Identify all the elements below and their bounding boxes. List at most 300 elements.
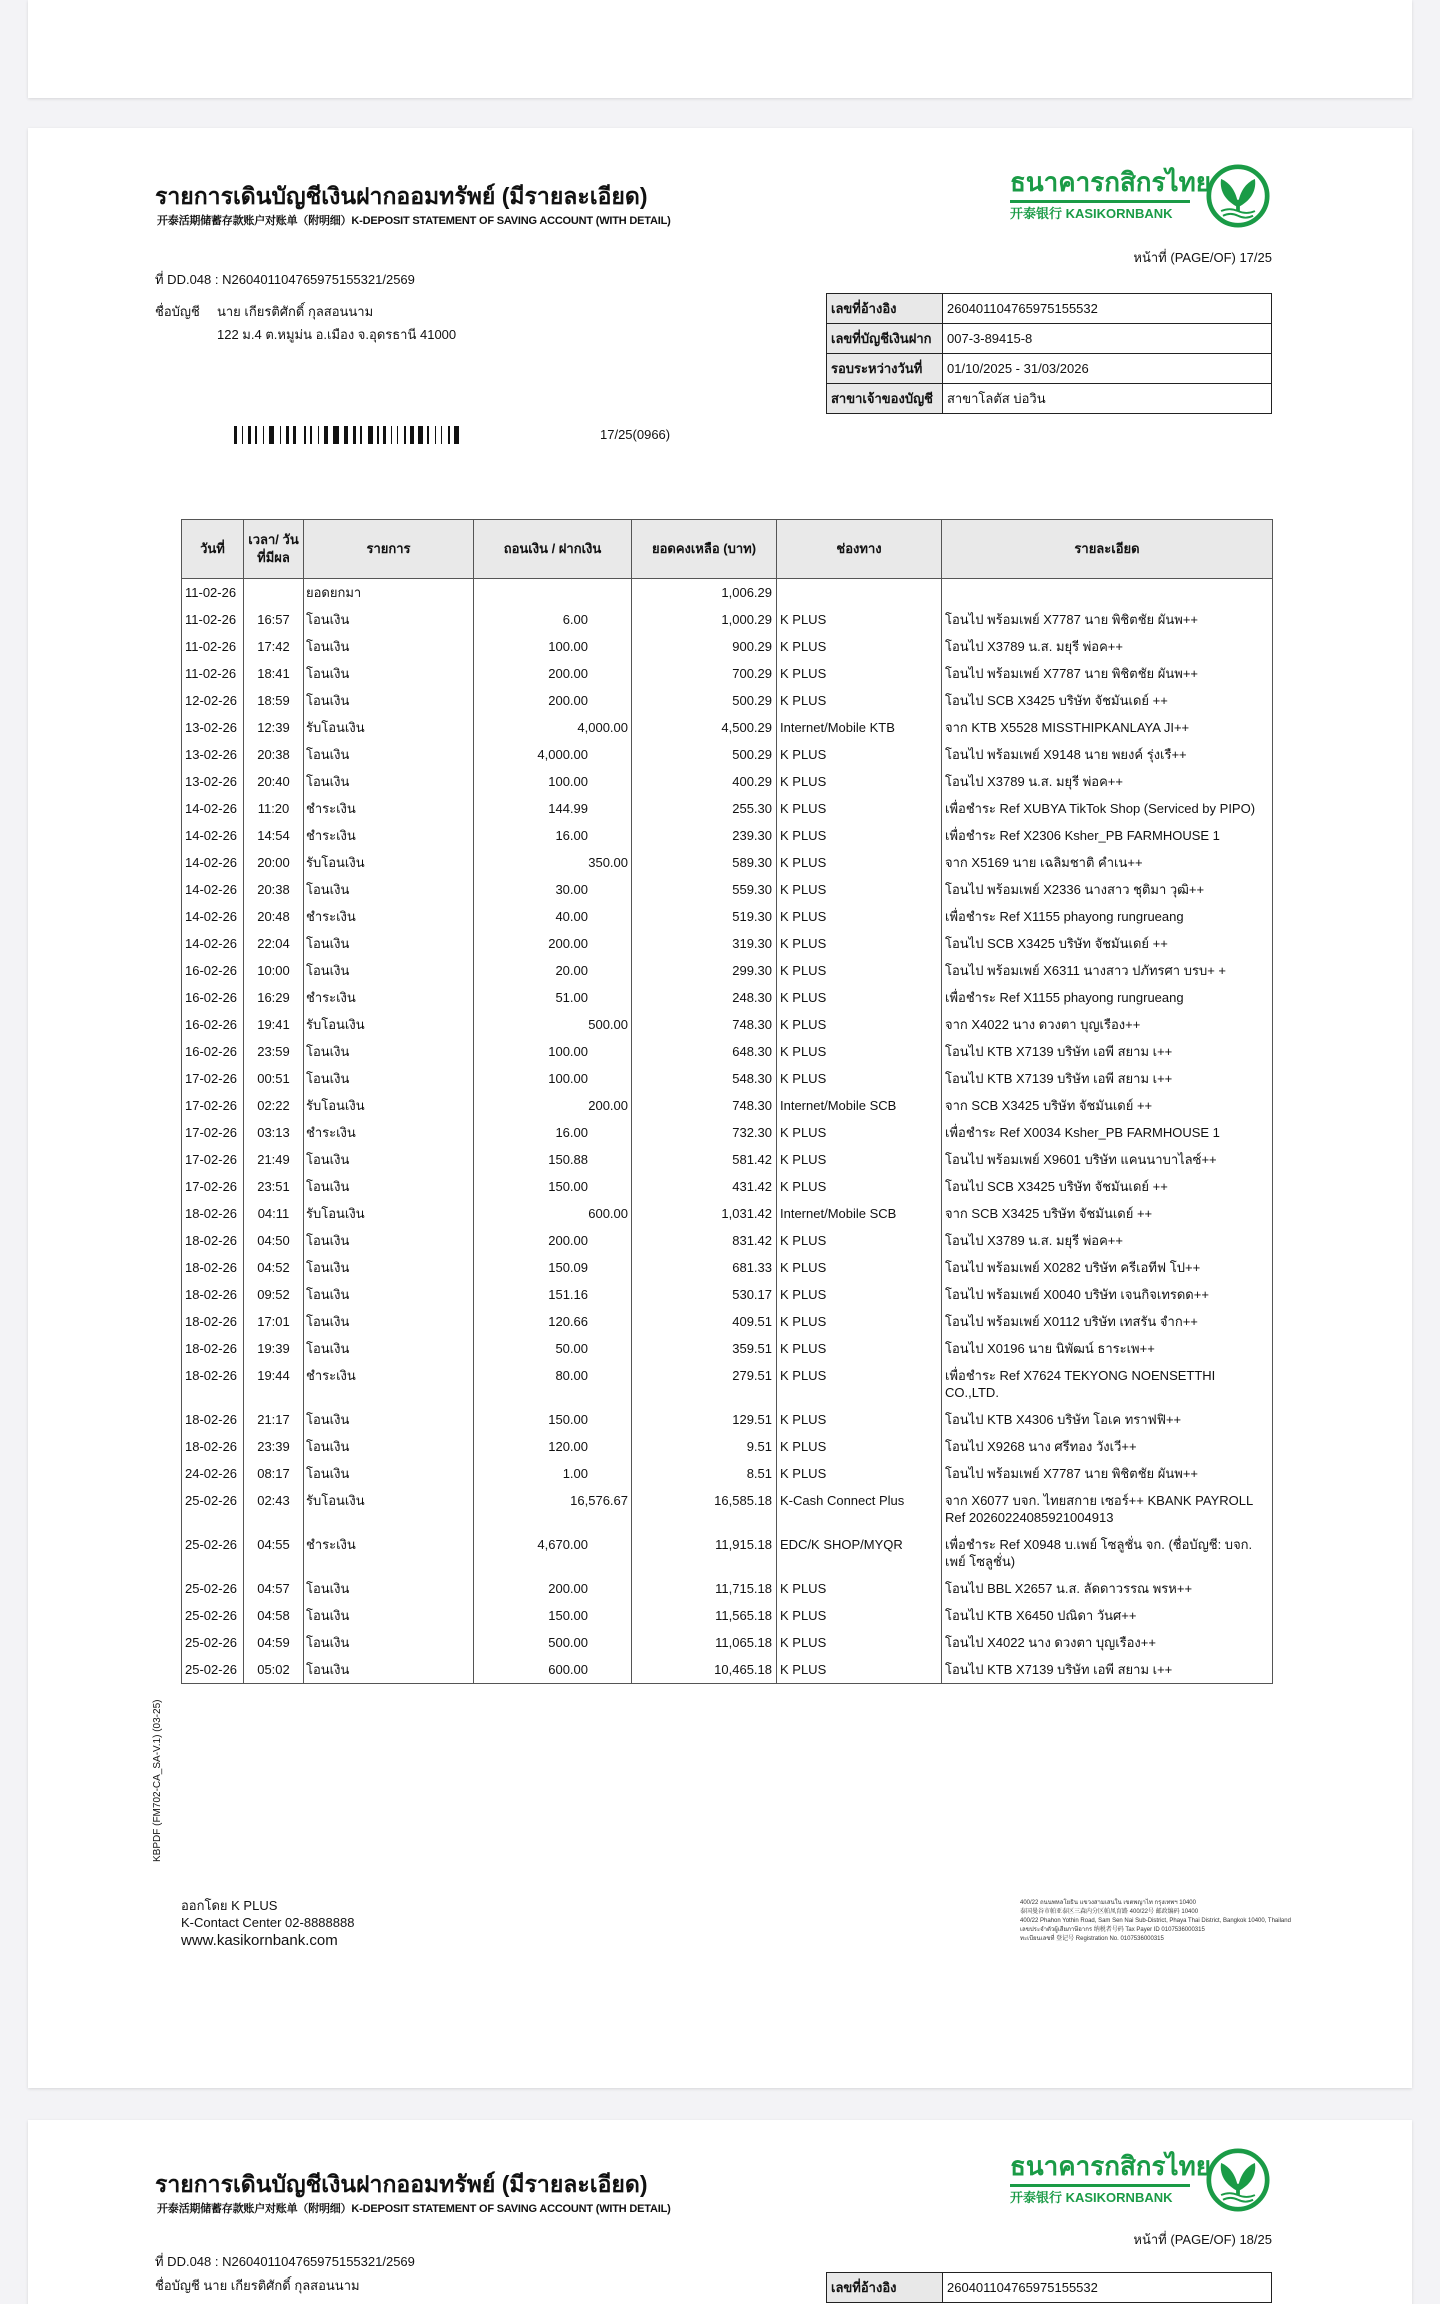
cell-date: 11-02-26	[182, 633, 244, 660]
cell-time: 04:50	[244, 1227, 304, 1254]
cell-balance: 129.51	[632, 1406, 777, 1433]
cell-time: 04:52	[244, 1254, 304, 1281]
cell-balance: 581.42	[632, 1146, 777, 1173]
info-row	[827, 354, 1272, 384]
table-row	[182, 1629, 1273, 1656]
cell-channel: K PLUS	[777, 1433, 942, 1460]
cell-balance: 359.51	[632, 1335, 777, 1362]
cell-channel: Internet/Mobile SCB	[777, 1092, 942, 1119]
cell-type: โอนเงิน	[304, 1406, 474, 1433]
document-title-th: รายการเดินบัญชีเงินฝากออมทรัพย์ (มีรายละเอียด)	[155, 183, 648, 209]
cell-detail: โอนไป KTB X7139 บริษัท เอพี สยาม เ++	[942, 1065, 1273, 1092]
cell-balance: 239.30	[632, 822, 777, 849]
cell-time: 02:22	[244, 1092, 304, 1119]
withdraw-amount: 200.00	[548, 1581, 588, 1596]
table-row	[182, 1460, 1273, 1487]
table-row	[182, 849, 1273, 876]
table-row	[182, 714, 1273, 741]
cell-amount	[474, 1335, 632, 1362]
barcode-bar	[441, 426, 443, 444]
address-line: 400/22 ถนนพหลโยธิน แขวงสามเสนใน เขตพญาไท กรุงเทพฯ 10400	[1020, 1900, 1196, 1906]
reference-line: ที่ DD.048 : N260401104765975155321/2569	[155, 272, 415, 287]
address-line: ทะเบียนเลขที่ 登记号 Registration No. 0107536000315	[1020, 1936, 1164, 1942]
cell-type: โอนเงิน	[304, 606, 474, 633]
barcode-bar	[293, 426, 296, 444]
cell-date: 25-02-26	[182, 1629, 244, 1656]
cell-balance: 831.42	[632, 1227, 777, 1254]
cell-detail: โอนไป KTB X7139 บริษัท เอพี สยาม เ++	[942, 1656, 1273, 1684]
cell-type: ชำระเงิน	[304, 1362, 474, 1406]
cell-channel: K PLUS	[777, 1308, 942, 1335]
cell-type: ชำระเงิน	[304, 1119, 474, 1146]
cell-channel: K PLUS	[777, 1146, 942, 1173]
cell-balance: 10,465.18	[632, 1656, 777, 1684]
cell-detail: เพื่อชำระ Ref X2306 Ksher_PB FARMHOUSE 1	[942, 822, 1273, 849]
cell-amount	[474, 957, 632, 984]
cell-type: โอนเงิน	[304, 633, 474, 660]
cell-date: 16-02-26	[182, 1011, 244, 1038]
withdraw-amount: 200.00	[548, 936, 588, 951]
cell-detail: โอนไป X4022 นาง ดวงตา บุญเรือง++	[942, 1629, 1273, 1656]
withdraw-amount: 150.00	[548, 1412, 588, 1427]
col-header-amount: ถอนเงิน / ฝากเงิน	[474, 520, 632, 579]
cell-date: 18-02-26	[182, 1227, 244, 1254]
cell-amount	[474, 660, 632, 687]
cell-channel: K PLUS	[777, 1011, 942, 1038]
withdraw-amount: 4,000.00	[537, 747, 588, 762]
withdraw-amount: 1.00	[562, 1466, 588, 1481]
cell-detail: โอนไป SCB X3425 บริษัท จัชมันเดย์ ++	[942, 930, 1273, 957]
cell-balance: 9.51	[632, 1433, 777, 1460]
kasikornbank-logo	[1010, 166, 1274, 232]
cell-balance: 255.30	[632, 795, 777, 822]
cell-date: 18-02-26	[182, 1281, 244, 1308]
cell-date: 14-02-26	[182, 903, 244, 930]
cell-date: 16-02-26	[182, 1038, 244, 1065]
cell-detail: โอนไป SCB X3425 บริษัท จัชมันเดย์ ++	[942, 687, 1273, 714]
cell-balance: 900.29	[632, 633, 777, 660]
cell-type: โอนเงิน	[304, 1335, 474, 1362]
cell-date: 12-02-26	[182, 687, 244, 714]
cell-channel: K PLUS	[777, 1602, 942, 1629]
cell-amount	[474, 1281, 632, 1308]
cell-amount	[474, 1065, 632, 1092]
cell-time: 19:41	[244, 1011, 304, 1038]
cell-time: 21:17	[244, 1406, 304, 1433]
table-row	[182, 1119, 1273, 1146]
cell-detail: โอนไป BBL X2657 น.ส. ลัดดาวรรณ พรห++	[942, 1575, 1273, 1602]
cell-type: โอนเงิน	[304, 1038, 474, 1065]
table-row	[182, 1362, 1273, 1406]
withdraw-amount: 51.00	[555, 990, 588, 1005]
cell-type: โอนเงิน	[304, 1656, 474, 1684]
info-label: รอบระหว่างวันที่	[827, 354, 943, 384]
cell-date: 14-02-26	[182, 876, 244, 903]
cell-amount	[474, 768, 632, 795]
cell-type: โอนเงิน	[304, 1602, 474, 1629]
barcode-bar	[435, 426, 437, 444]
cell-detail: จาก SCB X3425 บริษัท จัชมันเดย์ ++	[942, 1200, 1273, 1227]
cell-time: 23:51	[244, 1173, 304, 1200]
cell-amount	[474, 1146, 632, 1173]
table-row	[182, 1531, 1273, 1575]
cell-channel: EDC/K SHOP/MYQR	[777, 1531, 942, 1575]
cell-detail: โอนไป X3789 น.ส. มยุรี พ่อค++	[942, 633, 1273, 660]
cell-date: 16-02-26	[182, 984, 244, 1011]
cell-type: รับโอนเงิน	[304, 714, 474, 741]
info-value: สาขาโลตัส บ่อวิน	[943, 384, 1272, 414]
cell-type: โอนเงิน	[304, 1460, 474, 1487]
cell-time: 11:20	[244, 795, 304, 822]
table-row	[182, 1335, 1273, 1362]
withdraw-amount: 40.00	[555, 909, 588, 924]
cell-channel: K PLUS	[777, 1119, 942, 1146]
cell-balance: 431.42	[632, 1173, 777, 1200]
cell-amount	[474, 849, 632, 876]
info-row	[827, 384, 1272, 414]
col-header-time: เวลา/ วันที่มีผล	[244, 520, 304, 579]
barcode-bar	[263, 426, 265, 444]
page-number: หน้าที่ (PAGE/OF) 17/25	[1133, 250, 1272, 265]
cell-type: ชำระเงิน	[304, 795, 474, 822]
cell-time: 02:43	[244, 1487, 304, 1531]
cell-amount	[474, 1173, 632, 1200]
cell-detail: เพื่อชำระ Ref X1155 phayong rungrueang	[942, 984, 1273, 1011]
cell-detail: เพื่อชำระ Ref X7624 TEKYONG NOENSETTHI CO.,LTD.	[942, 1362, 1273, 1406]
cell-time: 14:54	[244, 822, 304, 849]
table-row	[182, 1575, 1273, 1602]
cell-amount	[474, 1200, 632, 1227]
account-info-table	[826, 293, 1272, 414]
cell-detail: จาก X5169 นาย เฉลิมชาติ คำเน++	[942, 849, 1273, 876]
cell-channel: K PLUS	[777, 1575, 942, 1602]
cell-time: 04:11	[244, 1200, 304, 1227]
cell-balance: 409.51	[632, 1308, 777, 1335]
cell-channel: K PLUS	[777, 822, 942, 849]
cell-time: 17:01	[244, 1308, 304, 1335]
table-row	[182, 1065, 1273, 1092]
barcode-bar	[280, 426, 282, 444]
cell-detail: โอนไป SCB X3425 บริษัท จัชมันเดย์ ++	[942, 1173, 1273, 1200]
cell-balance: 4,500.29	[632, 714, 777, 741]
withdraw-amount: 16.00	[555, 828, 588, 843]
withdraw-amount: 100.00	[548, 1044, 588, 1059]
table-row	[182, 768, 1273, 795]
logo-text-en: 开泰银行 KASIKORNBANK	[1010, 206, 1173, 221]
table-row	[182, 1656, 1273, 1684]
cell-time: 04:55	[244, 1531, 304, 1575]
deposit-amount: 600.00	[588, 1206, 628, 1221]
cell-date: 17-02-26	[182, 1065, 244, 1092]
barcode-bar	[255, 426, 257, 444]
cell-amount	[474, 903, 632, 930]
cell-type: โอนเงิน	[304, 1146, 474, 1173]
cell-channel: K PLUS	[777, 687, 942, 714]
cell-detail: จาก SCB X3425 บริษัท จัชมันเดย์ ++	[942, 1092, 1273, 1119]
cell-amount	[474, 579, 632, 607]
cell-channel: K PLUS	[777, 1065, 942, 1092]
cell-channel: Internet/Mobile SCB	[777, 1200, 942, 1227]
barcode-bar	[391, 426, 393, 444]
cell-time: 17:42	[244, 633, 304, 660]
cell-amount	[474, 1433, 632, 1460]
cell-time: 18:59	[244, 687, 304, 714]
cell-time: 20:48	[244, 903, 304, 930]
cell-detail: โอนไป KTB X7139 บริษัท เอพี สยาม เ++	[942, 1038, 1273, 1065]
table-row	[182, 930, 1273, 957]
cell-time: 10:00	[244, 957, 304, 984]
cell-date: 11-02-26	[182, 579, 244, 607]
cell-time: 09:52	[244, 1281, 304, 1308]
cell-amount	[474, 633, 632, 660]
cell-channel	[777, 579, 942, 607]
cell-amount	[474, 1487, 632, 1531]
col-header-type: รายการ	[304, 520, 474, 579]
cell-detail: โอนไป X3789 น.ส. มยุรี พ่อค++	[942, 1227, 1273, 1254]
cell-date: 25-02-26	[182, 1531, 244, 1575]
cell-balance: 500.29	[632, 741, 777, 768]
cell-type: รับโอนเงิน	[304, 849, 474, 876]
cell-amount	[474, 930, 632, 957]
cell-time: 08:17	[244, 1460, 304, 1487]
cell-type: โอนเงิน	[304, 930, 474, 957]
table-row	[182, 903, 1273, 930]
cell-channel: K PLUS	[777, 876, 942, 903]
cell-balance: 11,565.18	[632, 1602, 777, 1629]
cell-channel: K PLUS	[777, 660, 942, 687]
withdraw-amount: 150.00	[548, 1179, 588, 1194]
cell-balance: 548.30	[632, 1065, 777, 1092]
cell-type: รับโอนเงิน	[304, 1092, 474, 1119]
cell-date: 17-02-26	[182, 1092, 244, 1119]
cell-amount	[474, 1227, 632, 1254]
cell-amount	[474, 1602, 632, 1629]
next-kasikornbank-logo	[1010, 2150, 1274, 2216]
withdraw-amount: 600.00	[548, 1662, 588, 1677]
cell-balance: 16,585.18	[632, 1487, 777, 1531]
next-page-number: หน้าที่ (PAGE/OF) 18/25	[1133, 2232, 1272, 2247]
cell-time: 16:29	[244, 984, 304, 1011]
barcode-bar	[397, 426, 399, 444]
cell-amount	[474, 1460, 632, 1487]
barcode-bar	[344, 426, 349, 444]
barcode-bar	[304, 426, 306, 444]
cell-balance: 1,006.29	[632, 579, 777, 607]
cell-balance: 248.30	[632, 984, 777, 1011]
cell-channel: K PLUS	[777, 1460, 942, 1487]
cell-date: 25-02-26	[182, 1575, 244, 1602]
cell-amount	[474, 606, 632, 633]
next-account-info-table	[826, 2272, 1272, 2303]
cell-time: 22:04	[244, 930, 304, 957]
table-row	[182, 660, 1273, 687]
cell-balance: 681.33	[632, 1254, 777, 1281]
withdraw-amount: 16.00	[555, 1125, 588, 1140]
cell-time: 21:49	[244, 1146, 304, 1173]
barcode-bar	[418, 426, 423, 444]
cell-date: 17-02-26	[182, 1119, 244, 1146]
barcode-bar	[269, 426, 274, 444]
cell-type: โอนเงิน	[304, 1065, 474, 1092]
logo-text-th: ธนาคารกสิกรไทย	[1010, 167, 1211, 197]
table-row	[182, 1173, 1273, 1200]
account-name-row	[155, 304, 373, 320]
cell-channel: K PLUS	[777, 1281, 942, 1308]
cell-balance: 1,000.29	[632, 606, 777, 633]
barcode	[234, 426, 458, 444]
cell-channel: K PLUS	[777, 606, 942, 633]
barcode-bar	[448, 426, 450, 444]
cell-balance: 11,065.18	[632, 1629, 777, 1656]
website-link[interactable]: www.kasikornbank.com	[181, 1932, 338, 1949]
withdraw-amount: 500.00	[548, 1635, 588, 1650]
barcode-number: 17/25(0966)	[600, 427, 671, 442]
cell-detail: โอนไป พร้อมเพย์ X9148 นาย พยงค์ รุ่งเรื++	[942, 741, 1273, 768]
address-line: เลขประจำตัวผู้เสียภาษีอากร 纳税者号码 Tax Payer ID 0107536000315	[1020, 1927, 1205, 1933]
cell-balance: 648.30	[632, 1038, 777, 1065]
cell-type: รับโอนเงิน	[304, 1011, 474, 1038]
statement-footer	[181, 1897, 354, 1951]
cell-amount	[474, 1254, 632, 1281]
barcode-bar	[404, 426, 406, 444]
table-row	[182, 633, 1273, 660]
cell-channel: K PLUS	[777, 795, 942, 822]
cell-time: 04:58	[244, 1602, 304, 1629]
table-row	[182, 1433, 1273, 1460]
cell-date: 18-02-26	[182, 1362, 244, 1406]
info-label: เลขที่อ้างอิง	[827, 294, 943, 324]
barcode-bar	[333, 426, 339, 444]
table-row	[182, 876, 1273, 903]
cell-date: 25-02-26	[182, 1656, 244, 1684]
transactions-table	[181, 519, 1273, 1684]
cell-detail: โอนไป พร้อมเพย์ X9601 บริษัท แคนนาบาไลซ์++	[942, 1146, 1273, 1173]
cell-channel: K PLUS	[777, 984, 942, 1011]
barcode-bar	[242, 426, 244, 444]
cell-time: 19:44	[244, 1362, 304, 1406]
cell-time: 23:39	[244, 1433, 304, 1460]
cell-type: ชำระเงิน	[304, 984, 474, 1011]
cell-date: 16-02-26	[182, 957, 244, 984]
next-document-title-en: 开泰活期储蓄存款账户对账单（附明细）K-DEPOSIT STATEMENT OF SAVING ACCOUNT (WITH DETAIL)	[157, 2203, 671, 2215]
col-header-date: วันที่	[182, 520, 244, 579]
withdraw-amount: 150.00	[548, 1608, 588, 1623]
table-row	[182, 1200, 1273, 1227]
cell-channel: K-Cash Connect Plus	[777, 1487, 942, 1531]
cell-time: 04:59	[244, 1629, 304, 1656]
cell-time: 12:39	[244, 714, 304, 741]
info-value: 260401104765975155532	[943, 2273, 1272, 2303]
cell-channel: K PLUS	[777, 1254, 942, 1281]
table-row	[182, 1406, 1273, 1433]
info-row	[827, 324, 1272, 354]
cell-date: 18-02-26	[182, 1335, 244, 1362]
barcode-bar	[286, 426, 289, 444]
table-row	[182, 1281, 1273, 1308]
issued-by: ออกโดย K PLUS	[181, 1898, 278, 1913]
cell-balance: 748.30	[632, 1011, 777, 1038]
cell-detail: โอนไป พร้อมเพย์ X7787 นาย พิชิตชัย ผันพ++	[942, 1460, 1273, 1487]
cell-balance: 11,715.18	[632, 1575, 777, 1602]
account-name-label: ชื่อบัญชี	[155, 304, 200, 319]
cell-detail: โอนไป X3789 น.ส. มยุรี พ่อค++	[942, 768, 1273, 795]
cell-amount	[474, 1308, 632, 1335]
cell-date: 25-02-26	[182, 1602, 244, 1629]
deposit-amount: 200.00	[588, 1098, 628, 1113]
col-header-balance: ยอดคงเหลือ (บาท)	[632, 520, 777, 579]
document-title-en: 开泰活期储蓄存款账户对账单（附明细）K-DEPOSIT STATEMENT OF SAVING ACCOUNT (WITH DETAIL)	[157, 215, 671, 227]
cell-channel: K PLUS	[777, 1406, 942, 1433]
cell-date: 13-02-26	[182, 714, 244, 741]
kbank-leaf-icon	[1206, 164, 1270, 228]
cell-type: ชำระเงิน	[304, 822, 474, 849]
cell-amount	[474, 1656, 632, 1684]
withdraw-amount: 100.00	[548, 774, 588, 789]
barcode-bar	[318, 426, 320, 444]
cell-type: ชำระเงิน	[304, 1531, 474, 1575]
cell-time: 00:51	[244, 1065, 304, 1092]
cell-detail: จาก KTB X5528 MISSTHIPKANLAYA JI++	[942, 714, 1273, 741]
cell-detail: โอนไป พร้อมเพย์ X7787 นาย พิชิตชัย ผันพ++	[942, 660, 1273, 687]
account-name: นาย เกียรติศักดิ์ กุลสอนนาม	[217, 304, 374, 319]
cell-amount	[474, 984, 632, 1011]
cell-type: โอนเงิน	[304, 1433, 474, 1460]
cell-date: 13-02-26	[182, 741, 244, 768]
table-row	[182, 957, 1273, 984]
table-row	[182, 1227, 1273, 1254]
cell-date: 24-02-26	[182, 1460, 244, 1487]
kbank-leaf-icon	[1206, 2148, 1270, 2212]
cell-date: 14-02-26	[182, 849, 244, 876]
cell-channel: K PLUS	[777, 1173, 942, 1200]
cell-amount	[474, 1119, 632, 1146]
cell-channel: K PLUS	[777, 633, 942, 660]
cell-date: 14-02-26	[182, 795, 244, 822]
cell-balance: 8.51	[632, 1460, 777, 1487]
cell-detail: โอนไป X0196 นาย นิพัฒน์ ธาระเพ++	[942, 1335, 1273, 1362]
logo-text-th: ธนาคารกสิกรไทย	[1010, 2151, 1211, 2181]
cell-amount	[474, 1629, 632, 1656]
contact-center: K-Contact Center 02-8888888	[181, 1915, 355, 1930]
cell-balance: 319.30	[632, 930, 777, 957]
barcode-bar	[427, 426, 429, 444]
withdraw-amount: 4,670.00	[537, 1537, 588, 1552]
cell-date: 17-02-26	[182, 1173, 244, 1200]
barcode-bar	[454, 426, 459, 444]
next-account-name: ชื่อบัญชี นาย เกียรติศักดิ์ กุลสอนนาม	[155, 2278, 360, 2293]
cell-detail: เพื่อชำระ Ref X0948 บ.เพย์ โซลูชั่น จก. (ชื่อบัญชี: บจก. เพย์ โซลูชั่น)	[942, 1531, 1273, 1575]
table-row	[182, 822, 1273, 849]
logo-text-en: 开泰银行 KASIKORNBANK	[1010, 2190, 1173, 2205]
cell-amount	[474, 1575, 632, 1602]
cell-amount	[474, 1362, 632, 1406]
cell-channel: K PLUS	[777, 849, 942, 876]
withdraw-amount: 144.99	[548, 801, 588, 816]
barcode-bar	[324, 426, 329, 444]
info-value: 01/10/2025 - 31/03/2026	[943, 354, 1272, 384]
info-label: สาขาเจ้าของบัญชี	[827, 384, 943, 414]
cell-channel: K PLUS	[777, 1629, 942, 1656]
cell-detail: โอนไป KTB X6450 ปณิดา วันศ++	[942, 1602, 1273, 1629]
cell-amount	[474, 1406, 632, 1433]
table-row	[182, 1146, 1273, 1173]
cell-amount	[474, 1531, 632, 1575]
cell-type: ยอดยกมา	[304, 579, 474, 607]
withdraw-amount: 120.66	[548, 1314, 588, 1329]
table-row	[182, 1487, 1273, 1531]
withdraw-amount: 20.00	[555, 963, 588, 978]
cell-date: 18-02-26	[182, 1406, 244, 1433]
